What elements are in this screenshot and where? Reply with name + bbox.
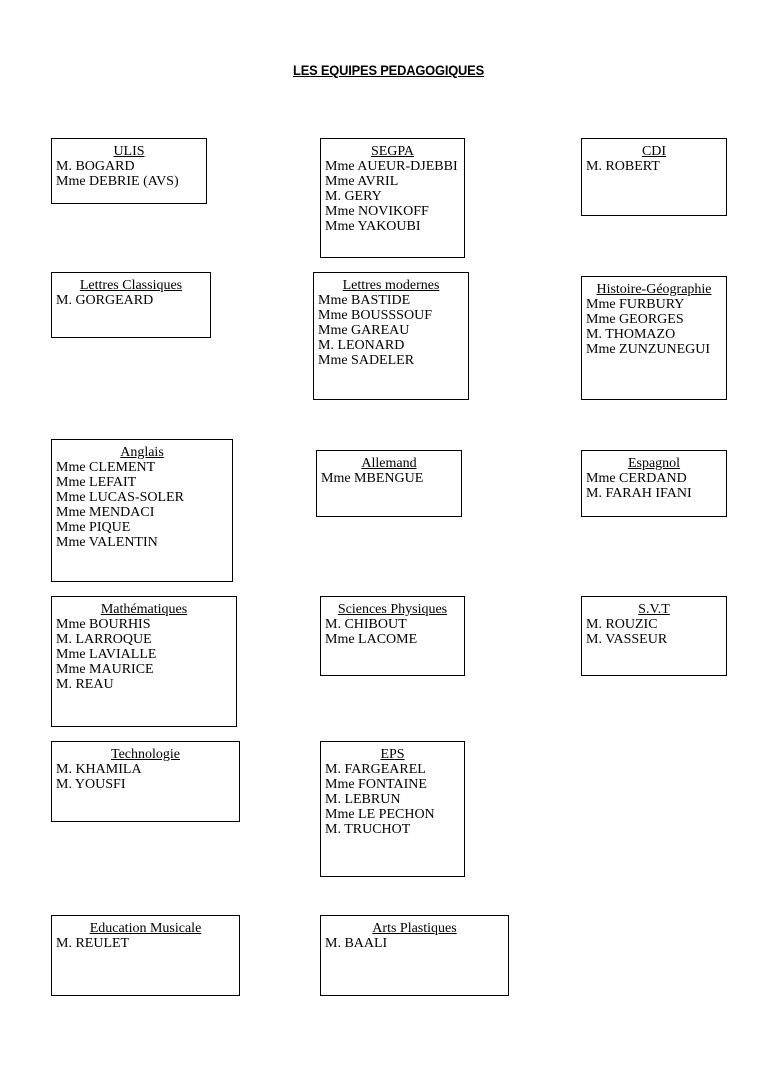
team-member: M. CHIBOUT	[325, 617, 407, 632]
team-member: Mme GEORGES	[586, 312, 684, 327]
team-box-14	[320, 741, 465, 877]
team-member: M. TRUCHOT	[325, 822, 411, 837]
team-member: Mme VALENTIN	[56, 535, 158, 550]
team-member: Mme LE PECHON	[325, 807, 435, 822]
team-name: S.V.T	[638, 602, 670, 617]
team-name: SEGPA	[370, 144, 415, 159]
team-member: Mme LEFAIT	[56, 475, 137, 490]
team-member: Mme LUCAS-SOLER	[56, 490, 184, 505]
team-name: Lettres modernes	[342, 278, 440, 293]
team-member: Mme AVRIL	[325, 174, 399, 189]
team-member: Mme PIQUE	[56, 520, 131, 535]
team-box-3	[581, 138, 727, 216]
team-box-10	[51, 596, 237, 727]
team-name: Anglais	[120, 445, 164, 460]
team-member: Mme CLEMENT	[56, 460, 156, 475]
team-box-13	[51, 741, 240, 822]
team-member: Mme LAVIALLE	[56, 647, 157, 662]
team-member: Mme MBENGUE	[321, 471, 424, 486]
team-member: Mme LACOME	[325, 632, 418, 647]
team-name: Mathématiques	[100, 602, 188, 617]
team-name: Arts Plastiques	[372, 921, 457, 936]
team-name: Lettres Classiques	[79, 278, 183, 293]
page-title: LES EQUIPES PEDAGOGIQUES	[293, 62, 484, 78]
team-name: Sciences Physiques	[337, 602, 448, 617]
team-member: Mme MAURICE	[56, 662, 154, 677]
team-name: EPS	[380, 747, 405, 762]
team-member: M. FARGEAREL	[325, 762, 426, 777]
team-member: Mme SADELER	[318, 353, 415, 368]
team-member: M. LEBRUN	[325, 792, 401, 807]
team-name: Histoire-Géographie	[596, 282, 712, 297]
team-name: Education Musicale	[89, 921, 202, 936]
team-member: M. LARROQUE	[56, 632, 152, 647]
team-member: M. BAALI	[325, 936, 388, 951]
team-name: Technologie	[111, 747, 180, 762]
team-member: Mme BOUSSSOUF	[318, 308, 432, 323]
team-member: Mme MENDACI	[56, 505, 155, 520]
team-box-11	[320, 596, 465, 676]
team-member: M. REULET	[56, 936, 130, 951]
team-name: Allemand	[361, 456, 417, 471]
team-box-7	[51, 439, 233, 582]
team-member: M. GORGEARD	[56, 293, 154, 308]
team-box-15	[51, 915, 240, 996]
team-member: Mme CERDAND	[586, 471, 687, 486]
team-member: M. ROBERT	[586, 159, 660, 174]
team-box-16	[320, 915, 509, 996]
team-box-1	[51, 138, 207, 204]
team-member: Mme FONTAINE	[325, 777, 427, 792]
team-member: M. VASSEUR	[586, 632, 668, 647]
team-member: M. YOUSFI	[56, 777, 126, 792]
team-member: M. THOMAZO	[586, 327, 676, 342]
team-member: M. BOGARD	[56, 159, 135, 174]
team-name: Espagnol	[627, 456, 681, 471]
team-box-12	[581, 596, 727, 676]
team-member: Mme BOURHIS	[56, 617, 151, 632]
team-box-9	[581, 450, 727, 517]
team-member: M. LEONARD	[318, 338, 405, 353]
team-box-6	[581, 276, 727, 400]
team-box-8	[316, 450, 462, 517]
team-box-4	[51, 272, 211, 338]
team-member: Mme NOVIKOFF	[325, 204, 429, 219]
team-member: Mme ZUNZUNEGUI	[586, 342, 711, 357]
team-member: M. REAU	[56, 677, 114, 692]
team-member: M. KHAMILA	[56, 762, 142, 777]
team-member: M. GERY	[325, 189, 382, 204]
team-box-5	[313, 272, 469, 400]
team-member: Mme GAREAU	[318, 323, 410, 338]
team-member: Mme FURBURY	[586, 297, 685, 312]
team-member: M. FARAH IFANI	[586, 486, 692, 501]
team-member: Mme DEBRIE (AVS)	[56, 174, 179, 189]
team-member: Mme BASTIDE	[318, 293, 411, 308]
team-member: M. ROUZIC	[586, 617, 658, 632]
team-member: Mme YAKOUBI	[325, 219, 421, 234]
team-box-2	[320, 138, 465, 258]
team-name: CDI	[641, 144, 667, 159]
team-member: Mme AUEUR-DJEBBI	[325, 159, 458, 174]
team-name: ULIS	[113, 144, 145, 159]
